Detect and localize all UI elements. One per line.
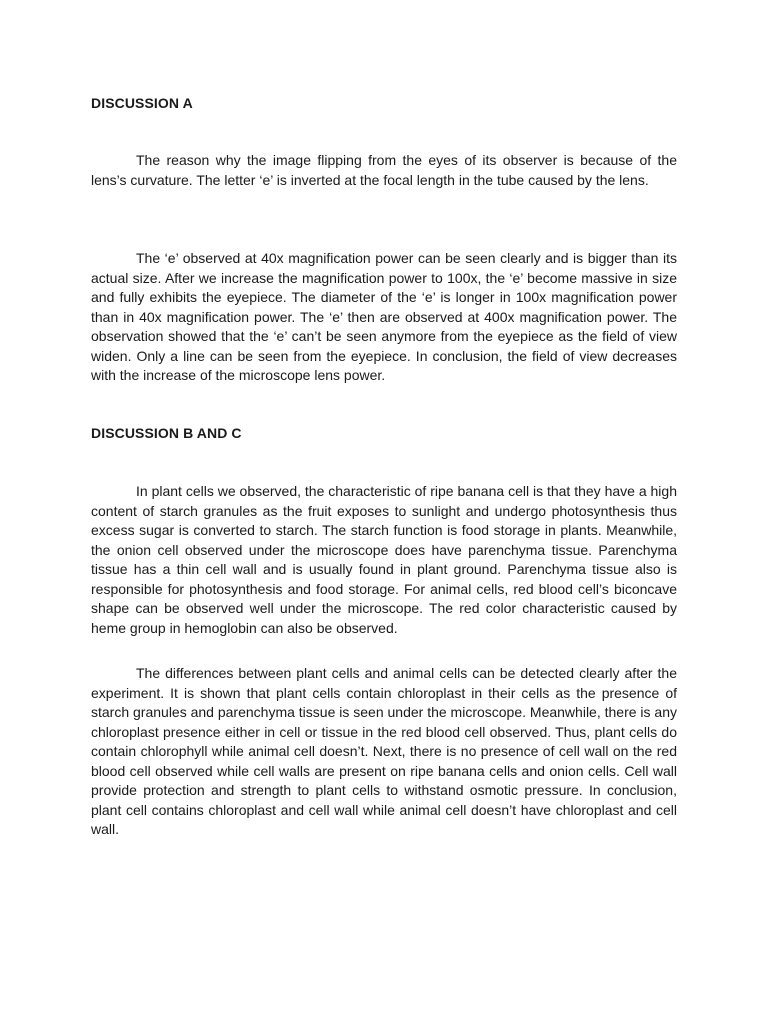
section-a-heading: DISCUSSION A [91, 95, 193, 111]
section-bc-heading: DISCUSSION B AND C [91, 425, 242, 441]
section-bc-paragraph-1: In plant cells we observed, the characteristic of ripe banana cell is that they have a high content of starch granules as the fruit exposes to sunlight and undergo photosynthesis thus excess sugar is converted to starch. The starch function is food storage in plants. Meanwhile, the onion cell observed under the microscope does have parenchyma tissue. Parenchyma tissue has a thin cell wall and is usually found in plant ground. Parenchyma tissue also is responsible for photosynthesis and food storage. For animal cells, red blood cell’s biconcave shape can be observed well under the microscope. The red color characteristic caused by heme group in hemoglobin can also be observed. [91, 483, 677, 636]
section-a-paragraph-2: The ‘e’ observed at 40x magnification power can be seen clearly and is bigger than its actual size. After we increase the magnification power to 100x, the ‘e’ become massive in size and fully exhibits the eyepiece. The diameter of the ‘e’ is longer in 100x magnification power than in 40x magnification power. The ‘e’ then are observed at 400x magnification power. The observation showed that the ‘e’ can’t be seen anymore from the eyepiece as the field of view widen. Only a line can be seen from the eyepiece. In conclusion, the field of view decreases with the increase of the microscope lens power. [91, 250, 677, 383]
section-bc-paragraph-2: The differences between plant cells and animal cells can be detected clearly after the experiment. It is shown that plant cells contain chloroplast in their cells as the presence of starch granules and parenchyma tissue is seen under the microscope. Meanwhile, there is any chloroplast presence either in cell or tissue in the red blood cell observed. Thus, plant cells do contain chlorophyll while animal cell doesn’t. Next, there is no presence of cell wall on the red blood cell observed while cell walls are present on ripe banana cells and onion cells. Cell wall provide protection and strength to plant cells to withstand osmotic pressure. In conclusion, plant cell contains chloroplast and cell wall while animal cell doesn’t have chloroplast and cell wall. [91, 665, 677, 837]
section-a-paragraph-1: The reason why the image flipping from the eyes of its observer is because of the lens’s curvature. The letter ‘e’ is inverted at the focal length in the tube caused by the lens. [91, 152, 677, 188]
